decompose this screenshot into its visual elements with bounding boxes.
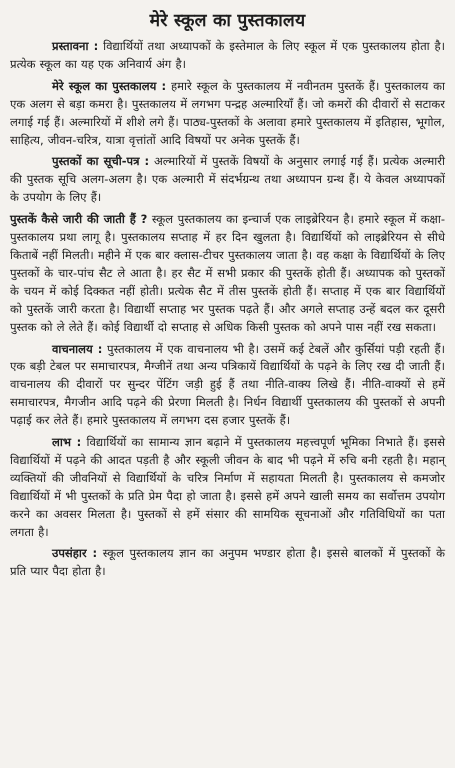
paragraph-heading: पुस्तकें कैसे जारी की जाती हैं ? bbox=[10, 212, 148, 227]
paragraph-catalogue bbox=[10, 153, 445, 207]
paragraph-reading-room bbox=[10, 341, 445, 431]
page-title: मेरे स्कूल का पुस्तकालय bbox=[149, 11, 306, 31]
paragraph-heading: प्रस्तावना : bbox=[52, 39, 99, 53]
paragraph-text: स्कूल पुस्तकालय ज्ञान का अनुपम भण्डार होता है। इससे बालकों में पुस्तकों के प्रति प्यार पैदा होता है। bbox=[10, 546, 445, 579]
paragraph-text: अल्मारियों में पुस्तकें विषयों के अनुसार लगाई गई हैं। प्रत्येक अल्मारी की पुस्तक सूचि अलग-अलग है। एक अल्मारी में संदर्भग्रन्थ तथा अध्यापन ग्रन्थ हैं। ये केवल अध्यापकों के उपयोग के लिए हैं। bbox=[10, 154, 445, 205]
paragraph-heading: मेरे स्कूल का पुस्तकालय : bbox=[52, 78, 167, 93]
paragraph-text: स्कूल पुस्तकालय का इन्चार्ज एक लाइब्रेरियन है। हमारे स्कूल में कक्षा-पुस्तकालय प्रथा लागू है। पुस्तकालय सप्ताह में हर दिन खुलता है। विद्यार्थियों को लाइब्रेरियन से सीधे किताबें नहीं मिलती। महीने में एक बार क्लास-टीचर पुस्तकालय जाता है। वह कक्षा के विद्यार्थियों के लिए पुस्तकों के चार-पांच सैट ले आता है। हर सैट में सभी प्रकार की पुस्तकें होती हैं। अध्यापक को पुस्तकों के चयन में कोई दिक्कत नहीं होती। प्रत्येक सैट में तीस पुस्तकें होती हैं। सप्ताह में एक बार विद्यार्थियों को पुस्तकें जारी करता है। विद्यार्थी सप्ताह भर पुस्तक पढ़ते हैं। और अगले सप्ताह उन्हें बदल कर दूसरी पुस्तक को ले लेते हैं। कोई विद्यार्थी दो सप्ताह से अधिक किसी पुस्तक को अपने पास नहीं रख सकता। bbox=[10, 212, 445, 334]
paragraph-conclusion bbox=[10, 545, 445, 581]
paragraph-heading: पुस्तकों का सूची-पत्र : bbox=[52, 154, 150, 169]
paragraph-book-issue bbox=[10, 211, 445, 336]
paragraph-text: विद्यार्थियों का सामान्य ज्ञान बढ़ाने में पुस्तकालय महत्त्वपूर्ण भूमिका निभाते हैं। इससे विद्यार्थियों में पढ़ने की आदत पड़ती है और स्कूली जीवन के बाद भी पढ़ने में रुचि बनी रहती है। महान् व्यक्तियों की जीवनियों से विद्यार्थियों के चरित्र निर्माण में सहायता मिलती है। पुस्तकालय से कमजोर विद्यार्थियों में भी पुस्तकों के प्रति प्रेम पैदा हो जाता है। इससे हमें अपने खाली समय का सर्वोत्तम उपयोग करने का अवसर मिलता है। पुस्तकों से हमें संसार की सामयिक सूचनाओं और गतिविधियों का पता लगता है। bbox=[10, 435, 446, 539]
paragraph-my-school-library bbox=[10, 78, 445, 150]
paragraph-heading: वाचनालय : bbox=[52, 341, 103, 356]
paragraph-text: हमारे स्कूल के पुस्तकालय में नवीनतम पुस्तकें हैं। पुस्तकालय का एक अलग से बड़ा कमरा है। पुस्तकालय में लगभग पन्द्रह अल्मारियाँ हैं। जो कमरों की दीवारों से सटाकर लगाई गई हैं। अल्मारियों में शीशे लगे हैं। पाठ्य-पुस्तकों के अलावा हमारे पुस्तकालय में इतिहास, भूगोल, साहित्य, जीवन-चरित्र, यात्रा वृत्तांतों आदि विषयों पर अनेक पुस्तकें हैं। bbox=[10, 78, 446, 147]
paragraph-benefits bbox=[10, 434, 445, 541]
paragraph-introduction bbox=[10, 38, 445, 74]
paragraph-heading: लाभ : bbox=[52, 435, 82, 450]
paragraph-text: विद्यार्थियों तथा अध्यापकों के इस्तेमाल के लिए स्कूल में एक पुस्तकालय होता है। प्रत्येक स्कूल का यह एक अनिवार्य अंग है। bbox=[10, 39, 445, 71]
paragraph-text: पुस्तकालय में एक वाचनालय भी है। उसमें कई टेबलें और कुर्सियां पड़ी रहती हैं। एक बड़ी टेबल पर समाचारपत्र, मैग्जीनें तथा अन्य पत्रिकायें विद्यार्थियों के पढ़ने के लिए रख दी जाती हैं। वाचनालय की दीवारों पर सुन्दर पेंटिंग जड़ी हुई हैं तथा नीति-वाक्य लिखे हैं। नीति-वाक्यों से हमें समाचारपत्र, मैगजीन आदि पढ़ने की प्रेरणा मिलती है। निर्धन विद्यार्थी पुस्तकालय की पुस्तकों से अपनी पढ़ाई कर लेते हैं। हमारे पुस्तकालय में लगभग दस हजार पुस्तकें हैं। bbox=[10, 341, 445, 428]
paragraph-heading: उपसंहार : bbox=[52, 546, 98, 561]
